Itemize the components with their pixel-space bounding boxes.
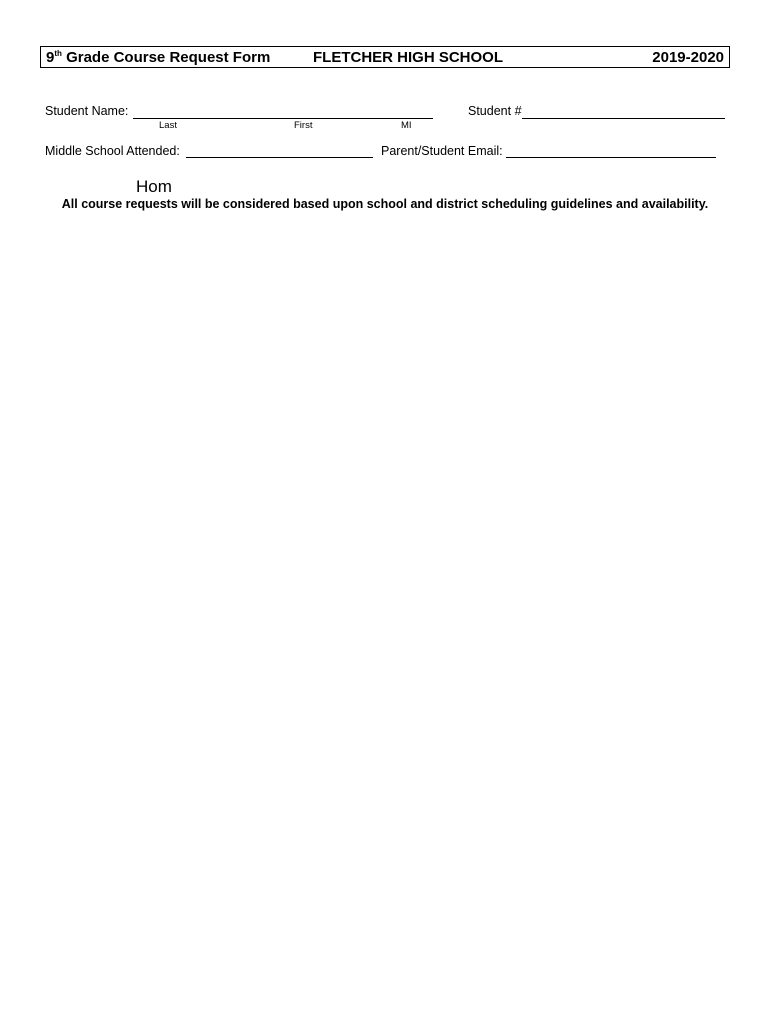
school-name: FLETCHER HIGH SCHOOL <box>313 49 503 66</box>
grade-number: 9 <box>46 49 55 66</box>
sublabel-mi: MI <box>401 120 412 131</box>
email-field[interactable] <box>506 157 716 158</box>
grade-suffix: th <box>54 49 62 58</box>
student-name-label: Student Name: <box>45 104 129 118</box>
middle-school-label: Middle School Attended: <box>45 144 180 158</box>
form-title-text: Grade Course Request Form <box>61 49 271 66</box>
student-name-field[interactable] <box>133 118 433 119</box>
email-label: Parent/Student Email: <box>381 144 503 158</box>
form-header <box>40 46 730 68</box>
sublabel-last: Last <box>159 120 177 131</box>
heading-fragment: Hom <box>136 177 172 196</box>
sublabel-first: First <box>294 120 313 131</box>
student-number-field[interactable] <box>522 118 725 119</box>
scheduling-notice: All course requests will be considered based upon school and district scheduling guidelines and availability. <box>61 197 709 211</box>
school-year: 2019-2020 <box>652 49 724 66</box>
form-title <box>46 49 270 67</box>
middle-school-field[interactable] <box>186 157 373 158</box>
student-number-label: Student # <box>468 104 522 118</box>
